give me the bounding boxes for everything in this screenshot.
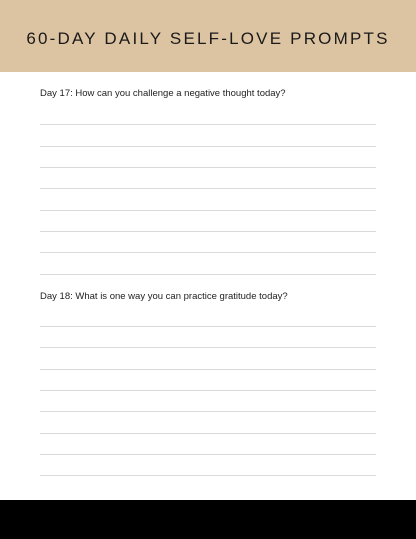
writing-line[interactable] (40, 347, 376, 348)
prompt-day-18: Day 18: What is one way you can practice gratitude today? (40, 291, 288, 302)
writing-line[interactable] (40, 411, 376, 412)
writing-line[interactable] (40, 326, 376, 327)
writing-line[interactable] (40, 454, 376, 455)
writing-line[interactable] (40, 146, 376, 147)
writing-line[interactable] (40, 274, 376, 275)
writing-line[interactable] (40, 210, 376, 211)
writing-line[interactable] (40, 475, 376, 476)
footer-bar (0, 500, 416, 539)
writing-line[interactable] (40, 188, 376, 189)
page-title: 60-DAY DAILY SELF-LOVE PROMPTS (26, 29, 390, 48)
header-banner (0, 0, 416, 72)
writing-line[interactable] (40, 124, 376, 125)
writing-line[interactable] (40, 369, 376, 370)
prompt-day-17: Day 17: How can you challenge a negative thought today? (40, 88, 286, 99)
writing-line[interactable] (40, 433, 376, 434)
writing-line[interactable] (40, 252, 376, 253)
writing-line[interactable] (40, 167, 376, 168)
writing-line[interactable] (40, 390, 376, 391)
writing-line[interactable] (40, 231, 376, 232)
